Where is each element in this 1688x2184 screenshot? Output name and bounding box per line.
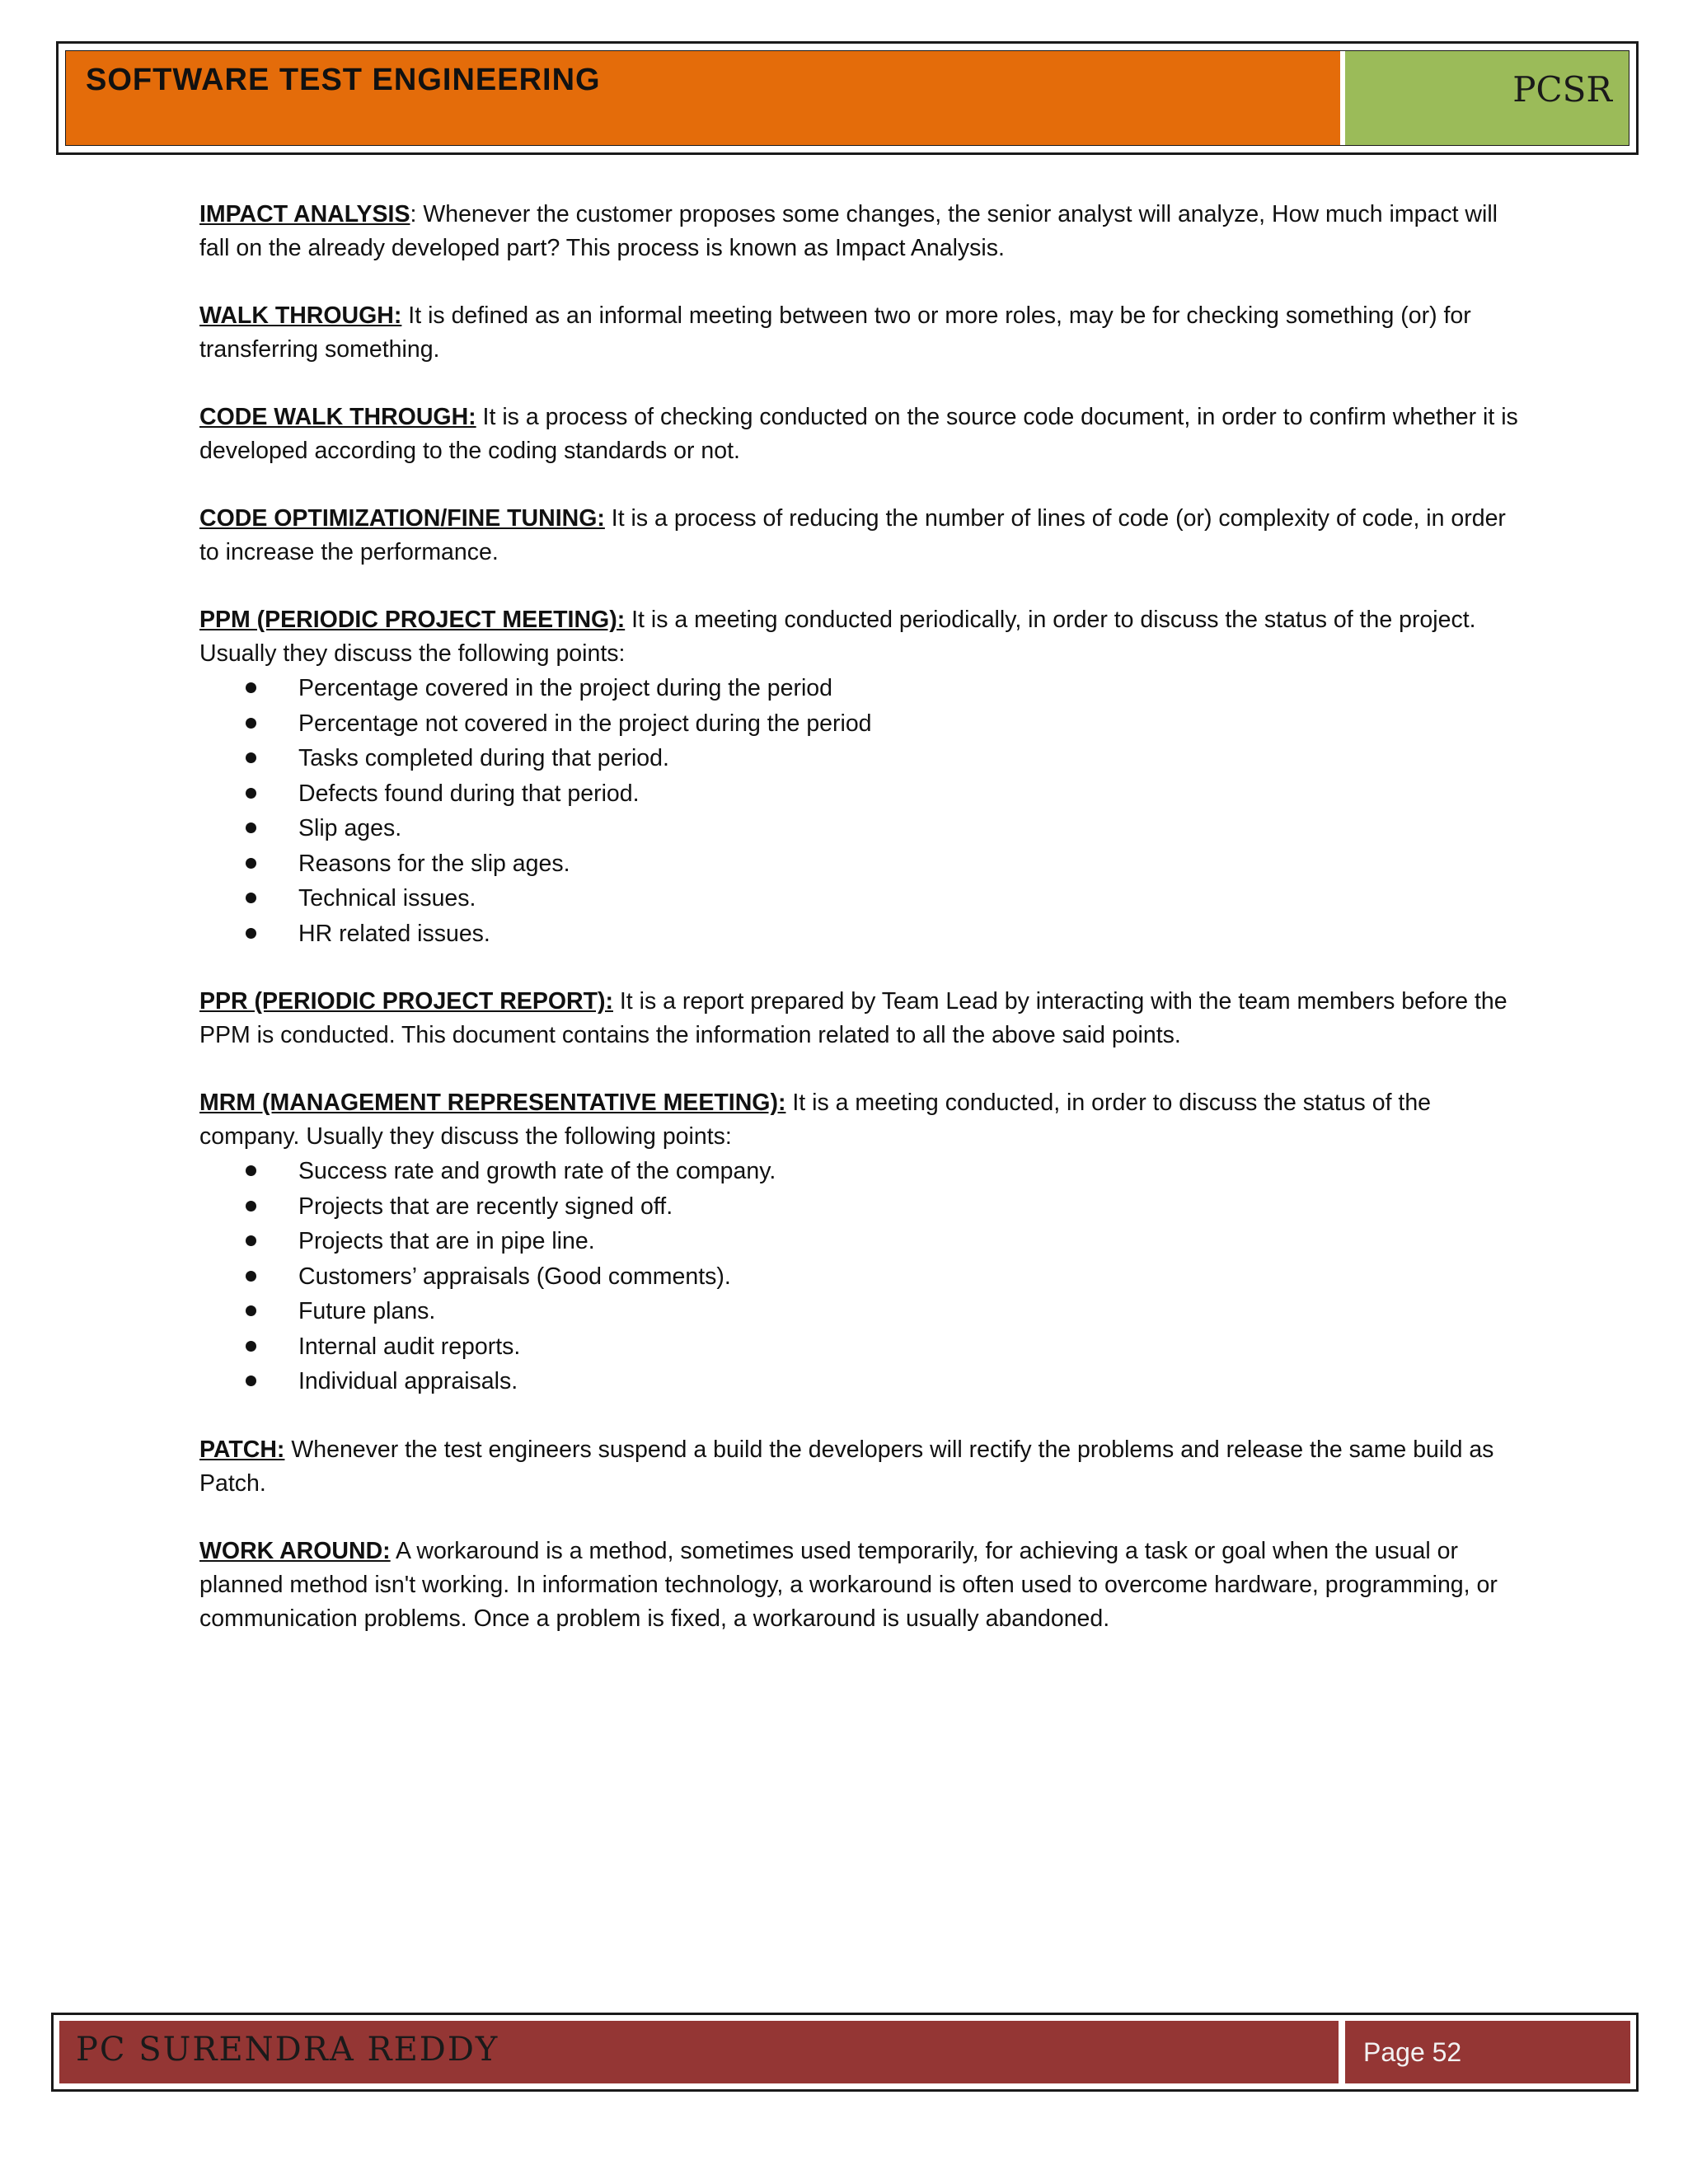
list-item-text: Success rate and growth rate of the company.	[298, 1158, 776, 1184]
section-text: It is a process of reducing the number of lines of code (or) complexity of code, in order to increase the performance.	[199, 505, 1506, 565]
section-text: Whenever the test engineers suspend a build the developers will rectify the problems and release the same build as Patch.	[199, 1436, 1494, 1497]
list-item-text: Reasons for the slip ages.	[298, 850, 570, 877]
section-impact-analysis	[199, 198, 1518, 265]
section-walk-through	[199, 299, 1518, 367]
list-item-text: Defects found during that period.	[298, 780, 640, 807]
section-code-optimization	[199, 502, 1518, 569]
list-item	[199, 846, 1518, 882]
list-item	[199, 776, 1518, 812]
document-body	[199, 198, 1518, 1670]
list-item	[199, 741, 1518, 776]
bullet-dot-icon	[246, 1376, 256, 1386]
ppm-points-list	[199, 671, 1518, 951]
section-text: It is defined as an informal meeting between two or more roles, may be for checking something (or) for transferring something.	[199, 302, 1471, 363]
section-term: PPR (PERIODIC PROJECT REPORT):	[199, 988, 613, 1015]
bullet-dot-icon	[246, 752, 256, 763]
bullet-dot-icon	[246, 1271, 256, 1282]
section-text: It is a meeting conducted periodically, in order to discuss the status of the project. Usually they discuss the following points:	[199, 607, 1476, 667]
footer-separator	[1339, 2021, 1345, 2083]
section-ppr	[199, 985, 1518, 1052]
list-item-text: Internal audit reports.	[298, 1333, 521, 1360]
footer-page-cell	[1345, 2021, 1630, 2083]
header-code-cell	[1345, 51, 1629, 145]
list-item-text: Percentage covered in the project during the period	[298, 675, 832, 701]
list-item-text: Percentage not covered in the project during the period	[298, 710, 872, 737]
list-item	[199, 1189, 1518, 1225]
list-item	[199, 706, 1518, 742]
section-term: WORK AROUND:	[199, 1537, 391, 1564]
section-patch	[199, 1433, 1518, 1501]
list-item	[199, 1329, 1518, 1365]
bullet-dot-icon	[246, 1305, 256, 1316]
section-term: WALK THROUGH:	[199, 302, 402, 329]
section-term: IMPACT ANALYSIS	[199, 201, 410, 227]
list-item	[199, 811, 1518, 846]
section-mrm	[199, 1086, 1518, 1154]
list-item	[199, 1154, 1518, 1189]
section-term: CODE OPTIMIZATION/FINE TUNING:	[199, 505, 605, 532]
header-title-cell	[66, 51, 1340, 145]
bullet-dot-icon	[246, 858, 256, 869]
page-header	[56, 41, 1639, 155]
bullet-dot-icon	[246, 893, 256, 903]
footer-author-name: PC SURENDRA REDDY	[76, 2031, 499, 2069]
list-item	[199, 671, 1518, 706]
section-term: CODE WALK THROUGH:	[199, 404, 476, 430]
section-term: MRM (MANAGEMENT REPRESENTATIVE MEETING):	[199, 1090, 786, 1116]
list-item-text: Customers’ appraisals (Good comments).	[298, 1263, 731, 1290]
list-item-text: Slip ages.	[298, 815, 402, 841]
section-ppm	[199, 603, 1518, 671]
list-item	[199, 1364, 1518, 1399]
section-text: It is a process of checking conducted on the source code document, in order to confirm whether it is developed according to the coding standards or not.	[199, 404, 1518, 464]
bullet-dot-icon	[246, 928, 256, 939]
bullet-dot-icon	[246, 823, 256, 833]
section-code-walk-through	[199, 401, 1518, 468]
section-text: It is a meeting conducted, in order to discuss the status of the company. Usually they discuss the following points:	[199, 1090, 1432, 1150]
page-number: Page 52	[1363, 2037, 1462, 2067]
section-text: It is a report prepared by Team Lead by interacting with the team members before the PPM is conducted. This document contains the information related to all the above said points.	[199, 988, 1507, 1048]
section-term: PPM (PERIODIC PROJECT MEETING):	[199, 607, 626, 633]
list-item	[199, 1294, 1518, 1329]
list-item-text: Projects that are in pipe line.	[298, 1228, 595, 1254]
bullet-dot-icon	[246, 1235, 256, 1246]
bullet-dot-icon	[246, 718, 256, 729]
section-term: PATCH:	[199, 1436, 285, 1463]
header-code: PCSR	[1512, 69, 1612, 110]
footer-name-cell	[59, 2021, 1339, 2083]
footer-inner	[59, 2021, 1630, 2083]
list-item-text: Future plans.	[298, 1298, 436, 1324]
list-item	[199, 1259, 1518, 1295]
page-footer	[51, 2013, 1639, 2092]
bullet-dot-icon	[246, 1165, 256, 1176]
header-title: SOFTWARE TEST ENGINEERING	[86, 63, 601, 97]
list-item	[199, 916, 1518, 952]
list-item-text: HR related issues.	[298, 920, 490, 947]
bullet-dot-icon	[246, 788, 256, 799]
list-item-text: Technical issues.	[298, 885, 476, 912]
mrm-points-list	[199, 1154, 1518, 1399]
bullet-dot-icon	[246, 1201, 256, 1212]
bullet-dot-icon	[246, 682, 256, 693]
list-item	[199, 1224, 1518, 1259]
list-item-text: Tasks completed during that period.	[298, 745, 669, 771]
bullet-dot-icon	[246, 1341, 256, 1352]
header-inner	[65, 50, 1629, 146]
list-item-text: Individual appraisals.	[298, 1368, 518, 1394]
list-item-text: Projects that are recently signed off.	[298, 1193, 673, 1220]
section-text: A workaround is a method, sometimes used temporarily, for achieving a task or goal when the usual or planned method isn't working. In information technology, a workaround is often used to overcome hardware, programming, or communication problems. Once a problem is fixed, a workaround is usually abandoned.	[199, 1537, 1498, 1632]
section-work-around	[199, 1535, 1518, 1636]
section-text: : Whenever the customer proposes some changes, the senior analyst will analyze, How much impact will fall on the already developed part? This process is known as Impact Analysis.	[199, 201, 1498, 261]
list-item	[199, 881, 1518, 916]
